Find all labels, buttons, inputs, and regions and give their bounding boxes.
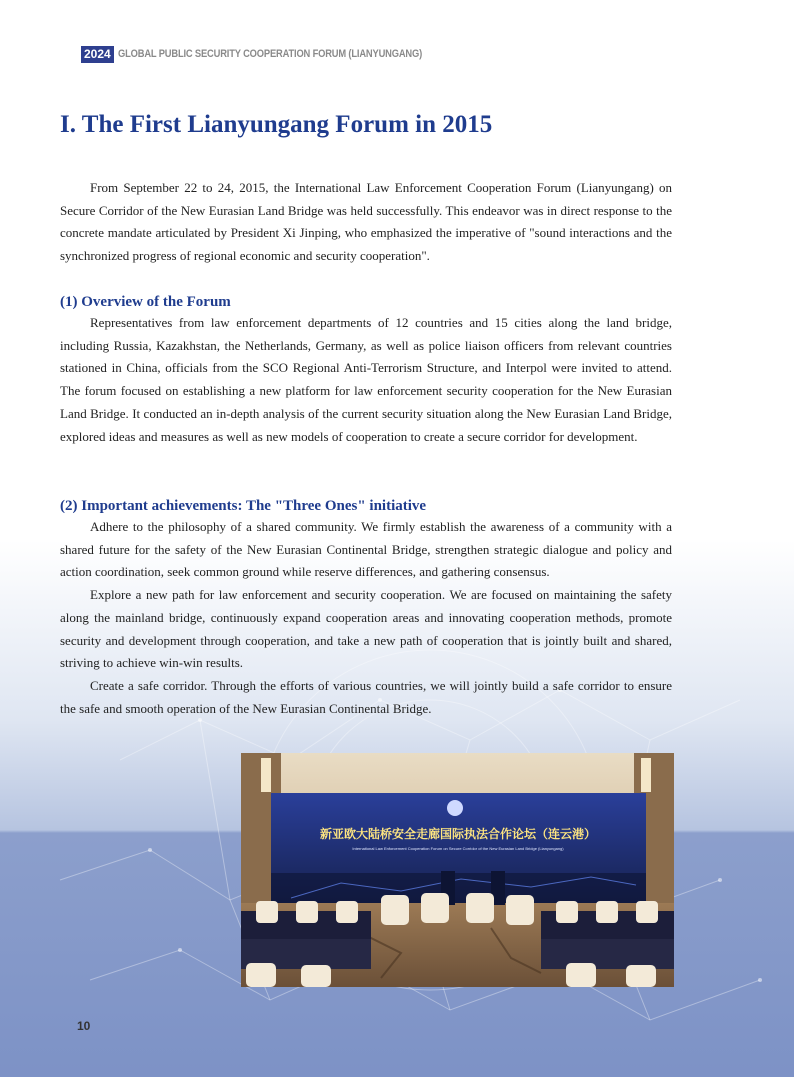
photo-banner-english: International Law Enforcement Cooperation Forum on Secure Corridor of the New Eurasian Land Bridge (Lianyungang) — [352, 846, 564, 851]
running-header — [81, 45, 475, 63]
achievement-paragraph-new-path: Explore a new path for law enforcement and security cooperation. We are focused on maintaining the safety along the mainland bridge, continuously expand cooperation areas and innovating cooperation methods, promote security and development through cooperation, and take a new path of cooperation that is jointly built and shared, striving to achieve win-win results. — [60, 587, 672, 671]
section-overview — [60, 292, 672, 448]
achievement-paragraph-community: Adhere to the philosophy of a shared community. We firmly establish the awareness of a community with a shared future for the safety of the New Eurasian Continental Bridge, strengthen strategic dialogue and policy and action coordination, seek common ground while reserve differences, and gathering consensus. — [60, 519, 672, 580]
header-title: GLOBAL PUBLIC SECURITY COOPERATION FORUM (LIANYUNGANG) — [117, 48, 422, 60]
photo-banner-chinese: 新亚欧大陆桥安全走廊国际执法合作论坛（连云港） — [319, 827, 597, 841]
forum-venue-photo — [241, 753, 674, 987]
page-number: 10 — [77, 1019, 91, 1033]
intro-paragraph: From September 22 to 24, 2015, the International Law Enforcement Cooperation Forum (Lianyungang) on Secure Corridor of the New Eurasian Land Bridge was held successfully. This endeavor was in direct response to the concrete mandate articulated by President Xi Jinping, who emphasized the imperative of "sound interactions and the synchronized progress of regional economic and security cooperation". — [60, 180, 672, 264]
section-achievements — [60, 496, 672, 720]
achievement-paragraph-safe-corridor: Create a safe corridor. Through the efforts of various countries, we will jointly build a safe corridor to ensure the safe and smooth operation of the New Eurasian Continental Bridge. — [60, 677, 672, 716]
intro-block — [60, 177, 672, 268]
section-heading-achievements: (2) Important achievements: The "Three Ones" initiative — [60, 498, 427, 514]
page-title: I. The First Lianyungang Forum in 2015 — [60, 111, 493, 138]
overview-paragraph: Representatives from law enforcement departments of 12 countries and 15 cities along the land bridge, including Russia, Kazakhstan, the Netherlands, Germany, as well as police liaison officers from relevant countries stationed in China, officials from the SCO Regional Anti-Terrorism Structure, and Interpol were invited to attend. The forum focused on establishing a new platform for law enforcement security cooperation for the New Eurasian Land Bridge. It conducted an in-depth analysis of the current security situation along the New Eurasian Land Bridge, explored ideas and measures as well as new models of cooperation to create a secure corridor for development. — [60, 315, 672, 444]
section-heading-overview: (1) Overview of the Forum — [60, 294, 231, 310]
year-badge: 2024 — [81, 46, 114, 63]
